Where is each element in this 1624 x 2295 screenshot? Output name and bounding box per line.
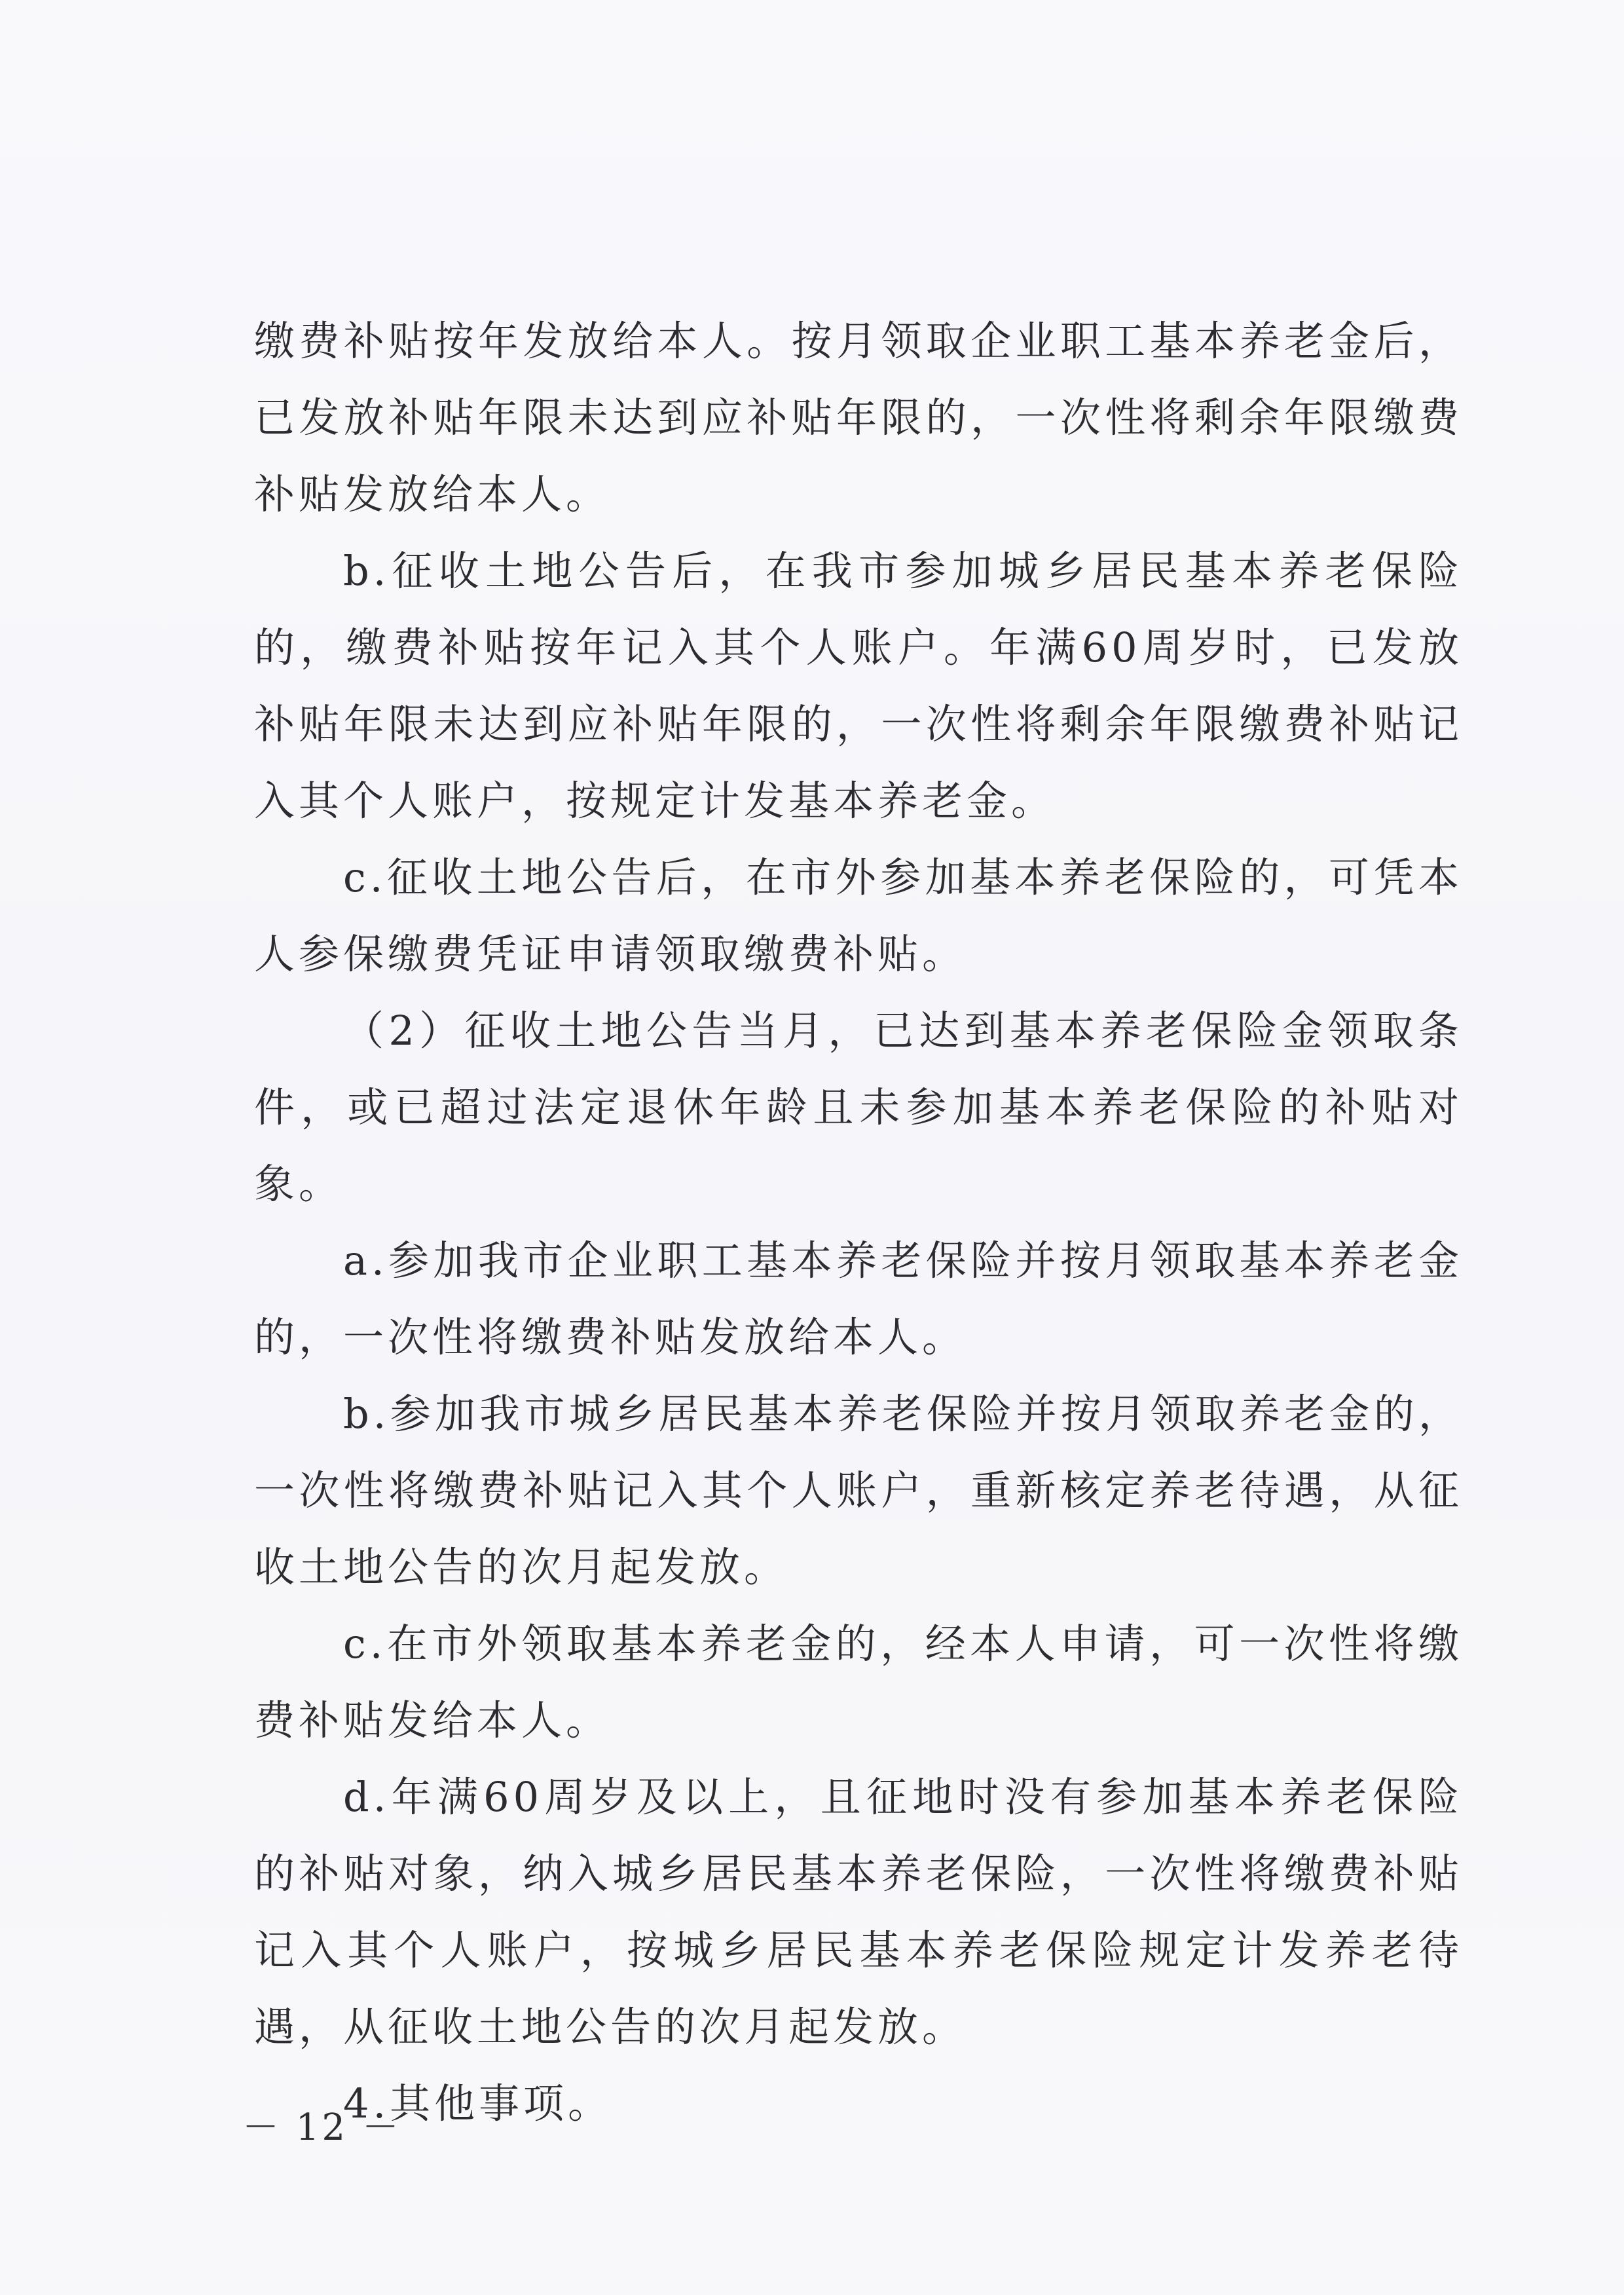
paragraph: a.参加我市企业职工基本养老保险并按月领取基本养老金的，一次性将缴费补贴发放给本人。 — [254, 1237, 1463, 1361]
paragraph: b.征收土地公告后，在我市参加城乡居民基本养老保险的，缴费补贴按年记入其个人账户。年满60周岁时，已发放补贴年限未达到应补贴年限的，一次性将剩余年限缴费补贴记入其个人账户，按规定计发基本养老金。 — [254, 547, 1463, 825]
paragraph: b.参加我市城乡居民基本养老保险并按月领取养老金的，一次性将缴费补贴记入其个人账户，重新核定养老待遇，从征收土地公告的次月起发放。 — [254, 1390, 1463, 1591]
paragraph: d.年满60周岁及以上，且征地时没有参加基本养老保险的补贴对象，纳入城乡居民基本养老保险，一次性将缴费补贴记入其个人账户，按城乡居民基本养老保险规定计发养老待遇，从征收土地公告的次月起发放。 — [254, 1773, 1463, 2051]
paragraph: c.在市外领取基本养老金的，经本人申请，可一次性将缴费补贴发给本人。 — [254, 1620, 1463, 1744]
paragraph: c.征收土地公告后，在市外参加基本养老保险的，可凭本人参保缴费凭证申请领取缴费补贴。 — [254, 853, 1463, 978]
document-body — [254, 303, 1463, 2142]
paragraph: 4.其他事项。 — [343, 2080, 613, 2127]
paragraph: 缴费补贴按年发放给本人。按月领取企业职工基本养老金后，已发放补贴年限未达到应补贴年限的，一次性将剩余年限缴费补贴发放给本人。 — [254, 317, 1463, 518]
page-number: － 12 － — [242, 2106, 401, 2149]
paragraph: （2）征收土地公告当月，已达到基本养老保险金领取条件，或已超过法定退休年龄且未参加基本养老保险的补贴对象。 — [254, 1007, 1463, 1208]
